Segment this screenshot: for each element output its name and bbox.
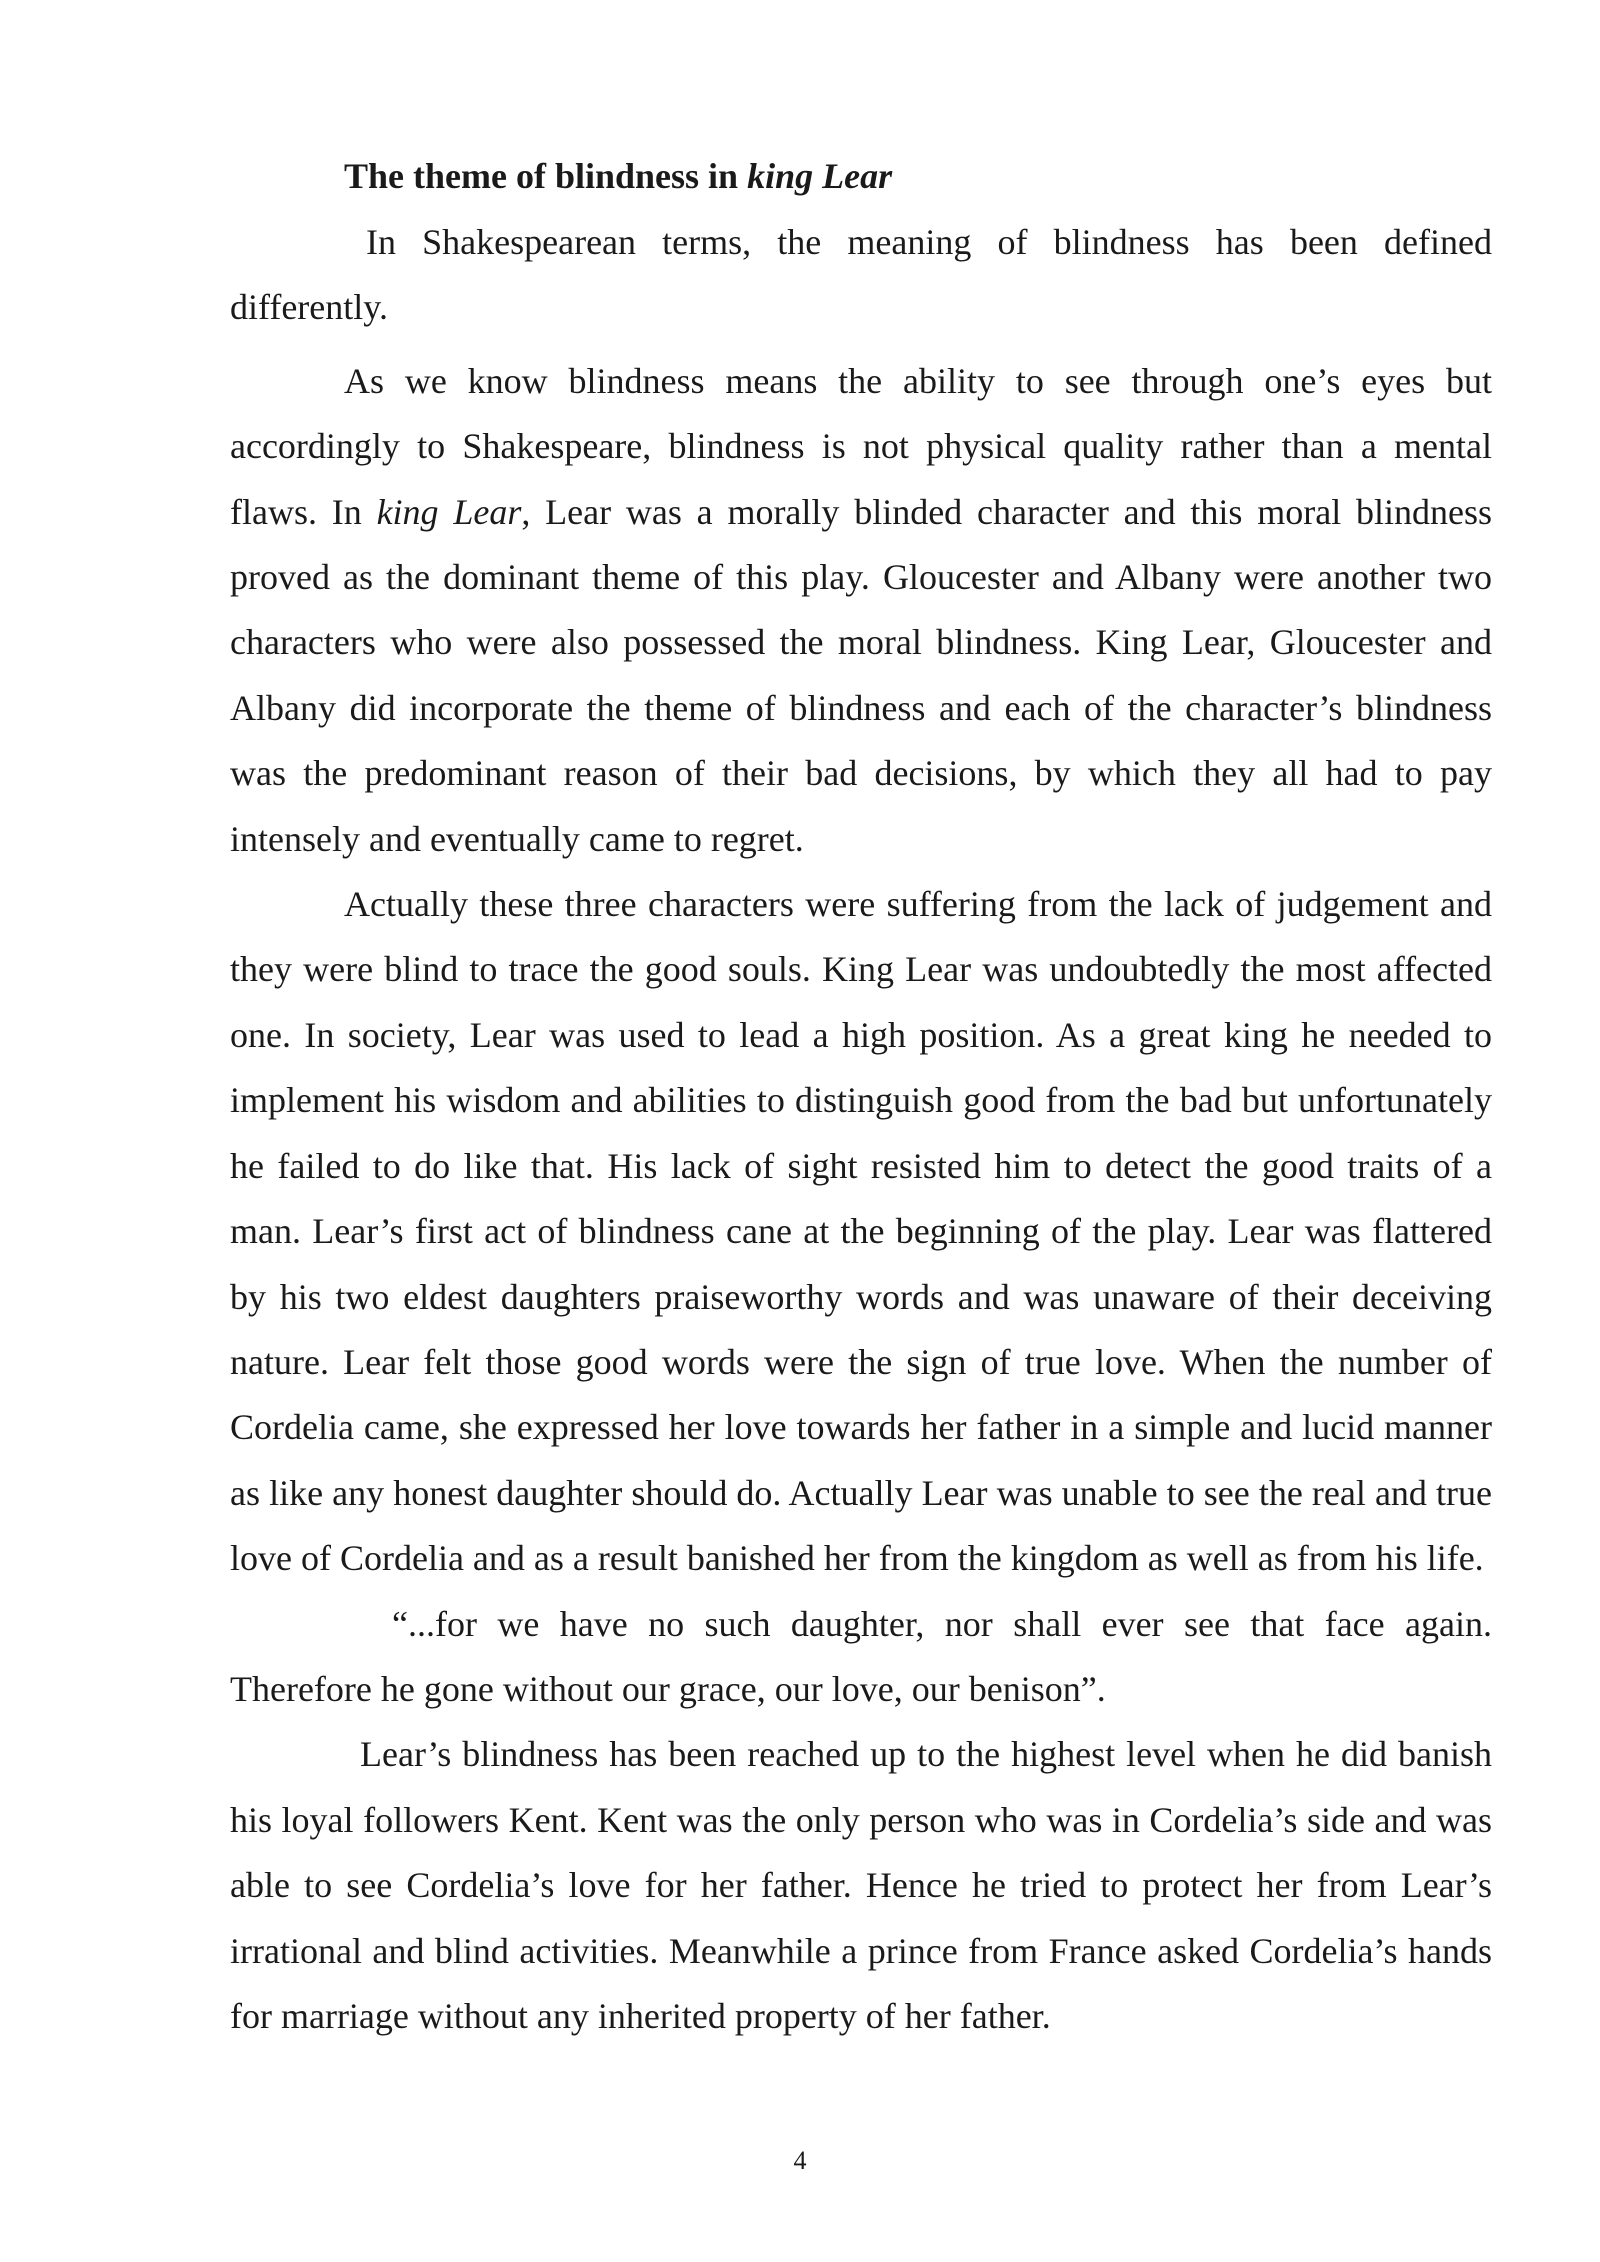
title-text: The theme of blindness in: [344, 156, 748, 196]
paragraph-2-part-a: As we know blindness means the ability to see through one’s eyes but accordingly to Shakespeare, blindness is not physical quality rather than a mental flaws. In: [230, 360, 1492, 532]
document-page: [230, 150, 1492, 2049]
paragraph-intro: In Shakespearean terms, the meaning of blindness has been defined differently.: [230, 222, 1492, 328]
title-italic-text: king Lear: [747, 156, 893, 196]
paragraph-2-italic: king Lear: [376, 491, 522, 532]
paragraph-2: [230, 349, 1492, 872]
paragraph-5: Lear’s blindness has been reached up to the highest level when he did banish his loyal followers Kent. Kent was the only person who was in Cordelia’s side and was able to see Cordelia’s love for her father. Hence he tried to protect her from Lear’s irrational and blind activities. Meanwhile a prince from France asked Cordelia’s hands for marriage without any inherited property of her father.: [230, 1734, 1492, 2036]
document-title: [230, 150, 1492, 202]
paragraph-3: Actually these three characters were suffering from the lack of judgement and they were blind to trace the good souls. King Lear was undoubtedly the most affected one. In society, Lear was used to lead a high position. As a great king he needed to implement his wisdom and abilities to distinguish good from the bad but unfortunately he failed to do like that. His lack of sight resisted him to detect the good traits of a man. Lear’s first act of blindness cane at the beginning of the play. Lear was flattered by his two eldest daughters praiseworthy words and was unaware of their deceiving nature. Lear felt those good words were the sign of true love. When the number of Cordelia came, she expressed her love towards her father in a simple and lucid manner as like any honest daughter should do. Actually Lear was unable to see the real and true love of Cordelia and as a result banished her from the kingdom as well as from his life.: [230, 884, 1492, 1579]
quotation: “...for we have no such daughter, nor shall ever see that face again. Therefore he gone without our grace, our love, our benison”.: [230, 1603, 1492, 1709]
paragraph-2-part-b: , Lear was a morally blinded character and this moral blindness proved as the dominant theme of this play. Gloucester and Albany were another two characters who were also possessed the moral blindness. King Lear, Gloucester and Albany did incorporate the theme of blindness and each of the character’s blindness was the predominant reason of their bad decisions, by which they all had to pay intensely and eventually came to regret.: [230, 491, 1492, 859]
page-number: 4: [793, 2146, 807, 2175]
